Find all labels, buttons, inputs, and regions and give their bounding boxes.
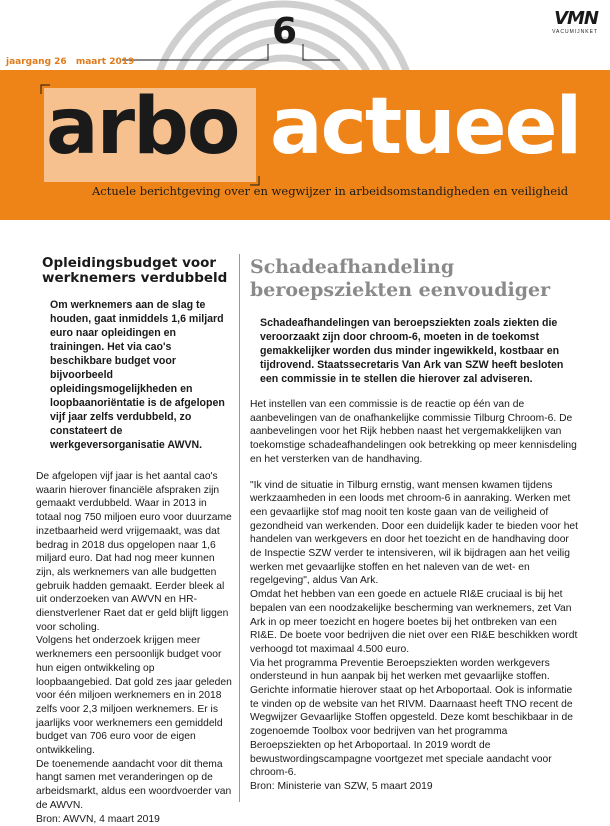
right-article — [250, 256, 580, 794]
right-lead: Schadeafhandelingen van beroepsziekten zoals ziekten die veroorzaakt zijn door chroom-6, moeten in de toekomst gemakkelijker worden dus minder ingewikkeld, kostbaar en tijdrovend. Staatssecretaris Van Ark van SZW heeft besloten een commissie in te stellen die hierover zal adviseren. — [260, 317, 564, 385]
title-arbo: arbo — [46, 82, 239, 172]
left-lead: Om werknemers aan de slag te houden, gaat inmiddels 1,6 miljard euro naar opleidingen en trainingen. Het via cao's beschikbare budget voor bijvoorbeeld opleidingsmogelijkheden en loopbaanoriëntatie is de afgelopen vijf jaar zelfs verdubbeld, zo constateert de werkgeversorganisatie AWVN. — [50, 299, 225, 451]
left-source: Bron: AWVN, 4 maart 2019 — [36, 813, 160, 825]
right-source: Bron: Ministerie van SZW, 5 maart 2019 — [250, 780, 433, 792]
logo-subtext: VACUMIJNKET — [552, 29, 598, 35]
left-article — [36, 256, 232, 826]
left-body: De afgelopen vijf jaar is het aantal cao's waarin hierover financiële afspraken zijn gemaakt verdubbeld. Waar in 2013 in totaal nog 750 miljoen euro voor duurzame inzetbaarheid werd vrijgemaakt, was dat bedrag in 2018 dus opgelopen naar 1,6 miljard euro. Dat had nog meer kunnen zijn, als werknemers van alle budgetten gebruik hadden gemaakt. Eerder bleek al uit onderzoeken van AWVN en HR-dienstverlener Raet dat er geld blijft liggen voor scholing. Volgens het onderzoek krijgen meer werknemers een persoonlijk budget voor hun eigen ontwikkeling op loopbaangebied. Dat gold zes jaar geleden voor één miljoen werknemers en in 2018 zelfs voor 2,3 miljoen werknemers. Er is jaarlijks voor werknemers een gemiddeld budget van 706 euro voor de eigen ontwikkeling. De toenemende aandacht voor dit thema hangt samen met veranderingen op de arbeidsmarkt, aldus een woordvoerder van de AWVN. — [36, 471, 232, 811]
volume-label: jaargang 26 — [6, 57, 67, 67]
right-headline: Schadeafhandeling beroepsziekten eenvoudiger — [250, 256, 551, 301]
issue-number: 6 — [272, 11, 298, 52]
issue-meta — [6, 57, 140, 67]
tagline: Actuele berichtgeving over en wegwijzer in arbeidsomstandigheden en veiligheid — [92, 184, 569, 198]
right-paragraph-1: Het instellen van een commissie is de reactie op één van de aanbevelingen van de onafhankelijke commissie Tilburg Chroom-6. De aanbevelingen voor het Rijk hebben naast het vergemakkelijken van toekomstige schadeafhandelingen ook betrekking op meer kennisdeling en het versterken van de handhaving. — [250, 399, 577, 465]
masthead-top — [0, 0, 610, 70]
date-label: maart 2019 — [75, 57, 135, 67]
vmn-logo — [552, 8, 598, 35]
column-divider — [239, 254, 240, 802]
right-paragraph-2: "Ik vind de situatie in Tilburg ernstig, want mensen kwamen tijdens werkzaamheden in een loods met chroom-6 in aanraking. Werken met een gevaarlijke stof mag nooit ten koste gaan van de veiligheid of gezondheid van werkenden. Door een duidelijk kader te bieden voor het handelen van werkgevers en door het toezicht en de handhaving door de Inspectie SZW verder te intensiveren, wil ik bijdragen aan het veilig werken met gevaarlijke stoffen en het naleven van de wet- en regelgeving", aldus Van Ark. Omdat het hebben van een goede en actuele RI&E cruciaal is bij het bepalen van een noodzakelijke bescherming van werknemers, zet Van Ark in op meer toezicht en hogere boetes bij het ontbreken van een RI&E. De boete voor bedrijven die niet over een RI&E beschikken wordt verhoogd tot maximaal 4.500 euro. Via het programma Preventie Beroepsziekten worden werkgevers ondersteund in hun aanpak bij het werken met gevaarlijke stoffen. Gerichte informatie hierover staat op het Arboportaal. Ook is informatie te vinden op de website van het RIVM. Daarnaast heeft TNO recent de Wegwijzer Gevaarlijke Stoffen opgesteld. Deze komt beschikbaar in de zogenoemde Toolbox voor bedrijven van het programma Beroepsziekten op het Arboportaal. In 2019 wordt de bewustwordingscampagne voortgezet met speciale aandacht voor chroom-6. — [250, 479, 579, 779]
left-headline: Opleidingsbudget voor werknemers verdubbeld — [42, 255, 228, 286]
logo-text: VMN — [554, 8, 598, 29]
title-actueel: actueel — [270, 82, 581, 172]
